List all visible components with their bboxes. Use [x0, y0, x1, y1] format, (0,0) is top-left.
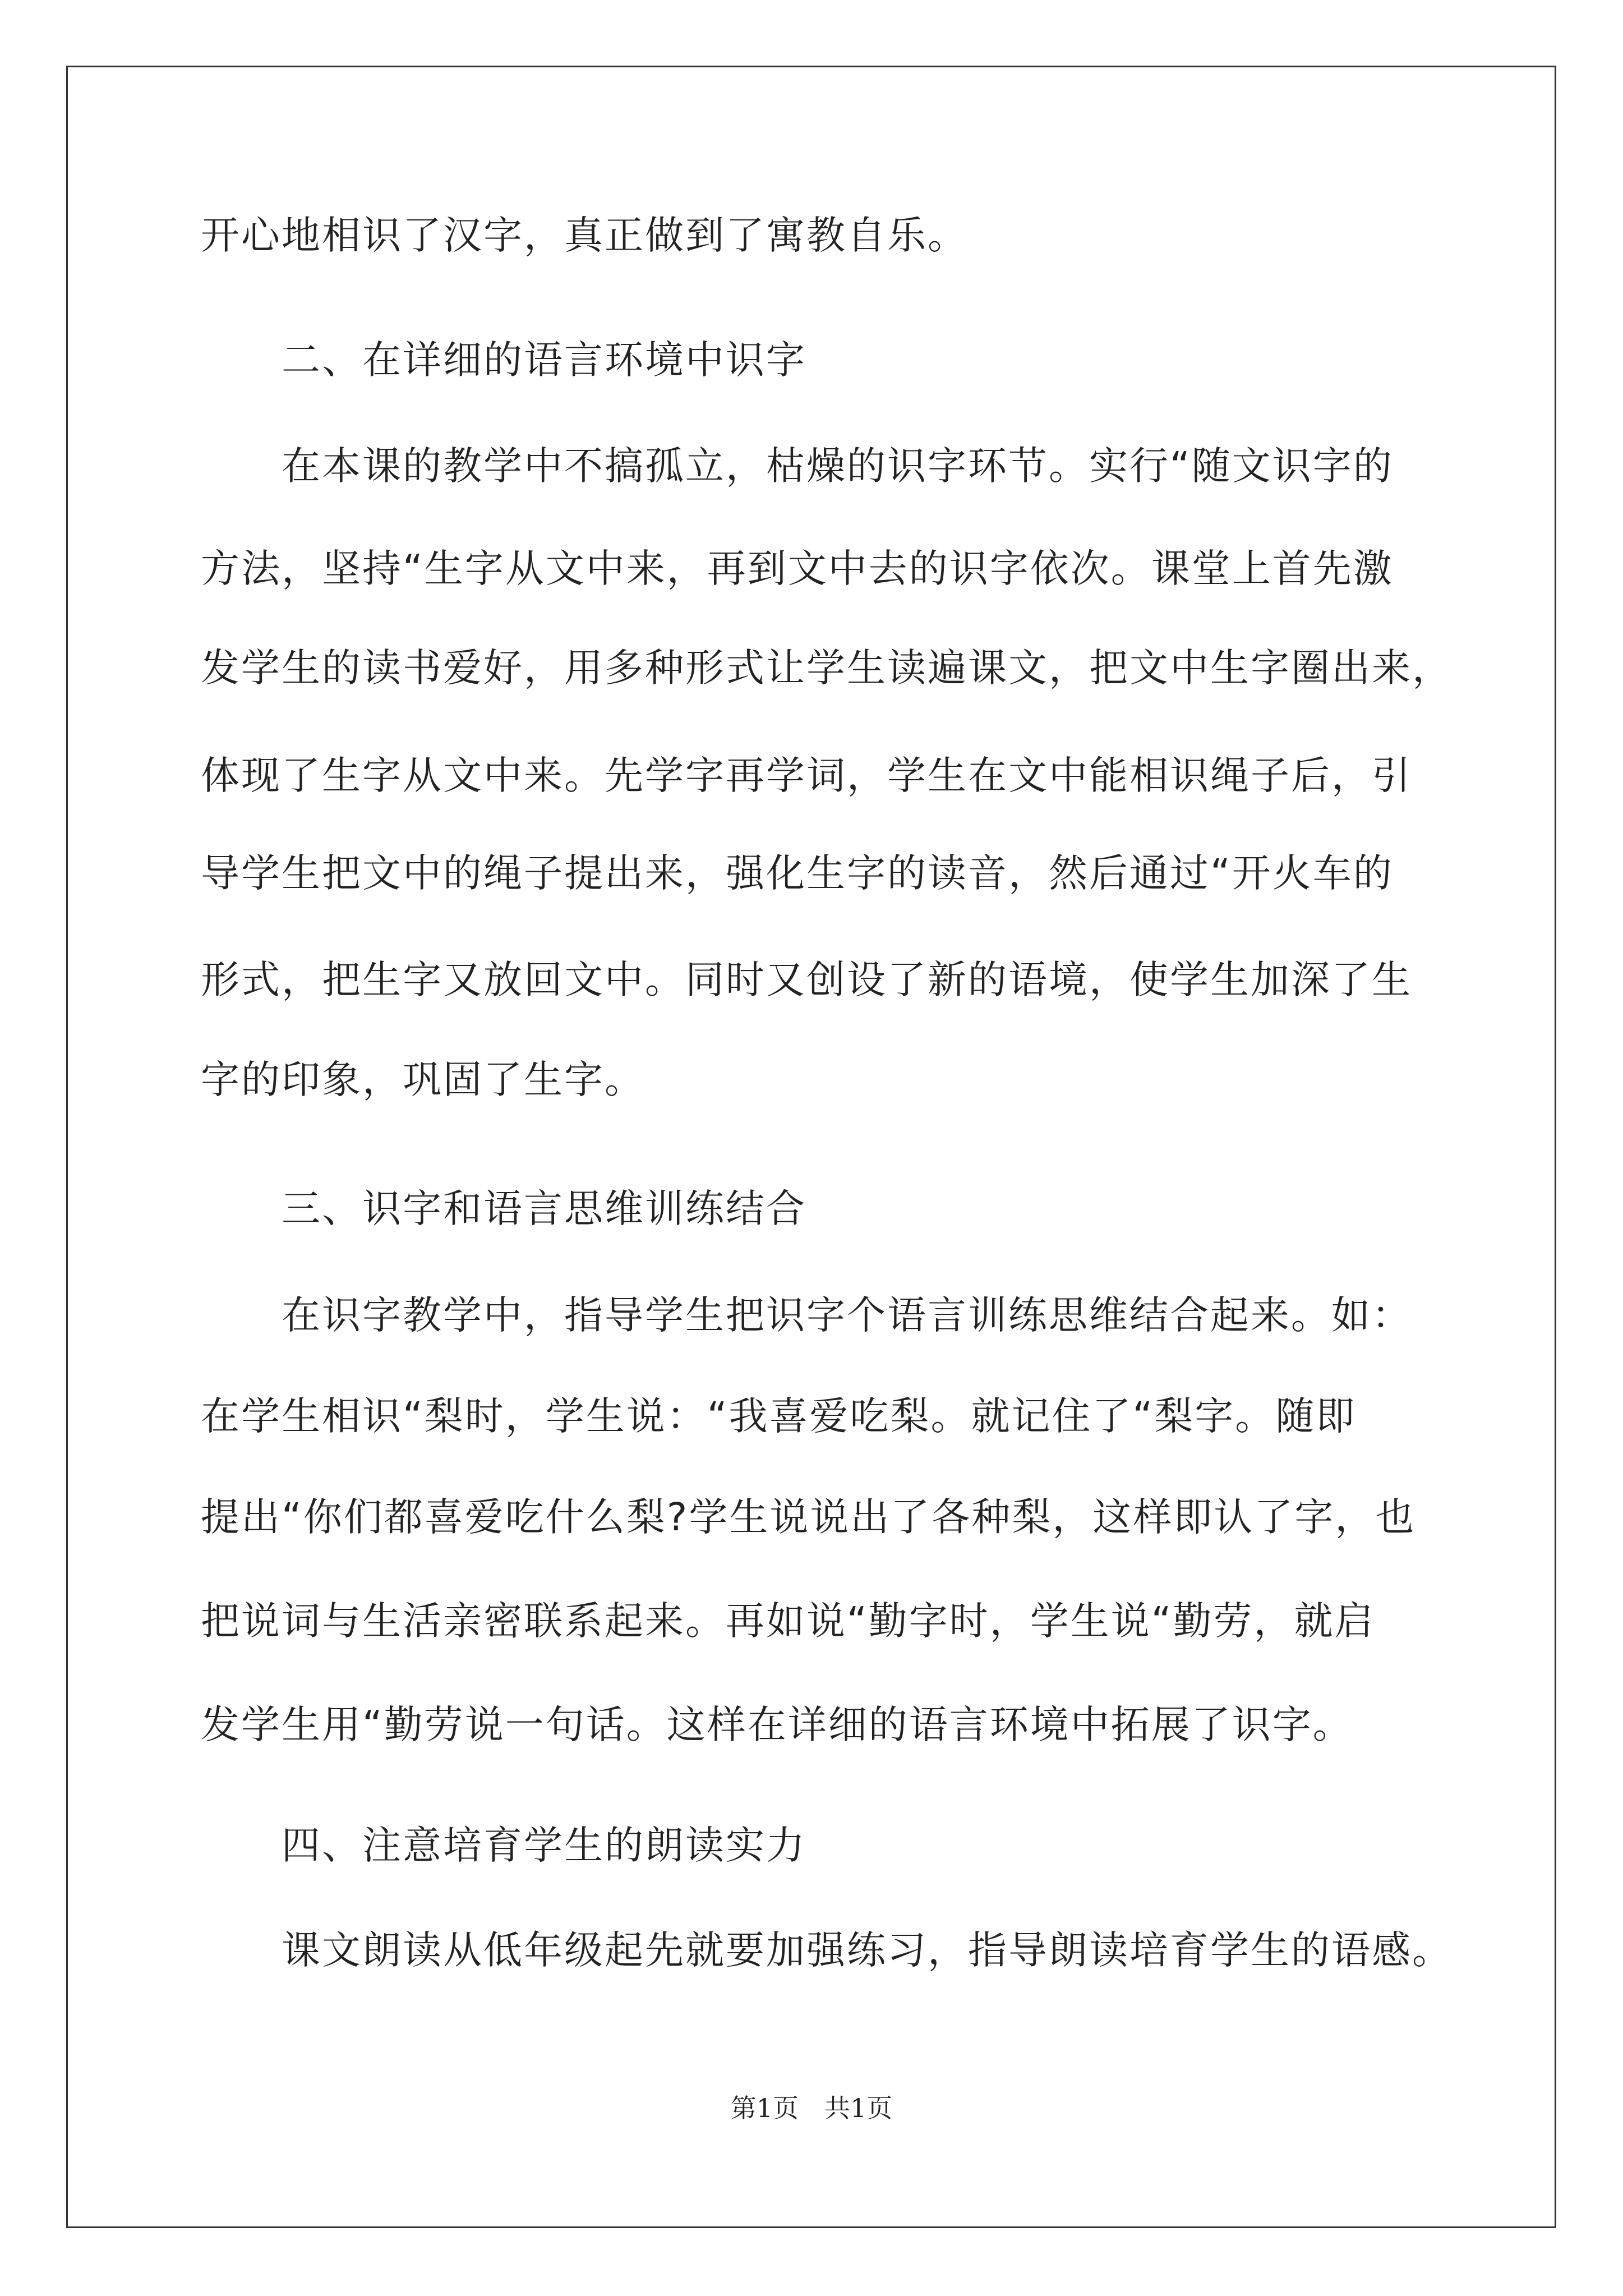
- paragraph-line: 开心地相识了汉字，真正做到了寓教自乐。: [201, 213, 968, 258]
- page-border: [66, 66, 1556, 2228]
- paragraph-line: 发学生用“勤劳说一句话。这样在详细的语言环境中拓展了识字。: [201, 1703, 1353, 1747]
- section-heading: 三、识字和语言思维训练结合: [282, 1186, 806, 1231]
- paragraph-line: 体现了生字从文中来。先学字再学词，学生在文中能相识绳子后，引: [201, 753, 1412, 798]
- paragraph-line: 在本课的教学中不搞孤立，枯燥的识字环节。实行“随文识字的: [282, 444, 1394, 489]
- paragraph-line: 在识字教学中，指导学生把识字个语言训练思维结合起来。如：: [282, 1293, 1412, 1338]
- paragraph-line: 把说词与生活亲密联系起来。再如说“勤字时，学生说“勤劳，就启: [201, 1599, 1375, 1644]
- paragraph-line: 形式，把生字又放回文中。同时又创设了新的语境，使学生加深了生: [201, 958, 1412, 1002]
- section-heading: 二、在详细的语言环境中识字: [282, 338, 806, 383]
- paragraph-line: 提出“你们都喜爱吃什么梨?学生说说出了各种梨，这样即认了字，也: [201, 1495, 1416, 1540]
- paragraph-line: 导学生把文中的绳子提出来，强化生字的读音，然后通过“开火车的: [201, 851, 1394, 896]
- paragraph-line: 在学生相识“梨时，学生说：“我喜爱吃梨。就记住了“梨字。随即: [201, 1394, 1357, 1439]
- page-number: 第1页 共1页: [730, 2093, 893, 2123]
- paragraph-line: 发学生的读书爱好，用多种形式让学生读遍课文，把文中生字圈出来，: [201, 646, 1453, 691]
- paragraph-line: 方法，坚持“生字从文中来，再到文中去的识字依次。课堂上首先激: [201, 546, 1394, 591]
- section-heading: 四、注意培育学生的朗读实力: [282, 1823, 806, 1868]
- paragraph-line: 课文朗读从低年级起先就要加强练习，指导朗读培育学生的语感。: [282, 1928, 1453, 1973]
- paragraph-line: 字的印象，巩固了生字。: [201, 1057, 645, 1102]
